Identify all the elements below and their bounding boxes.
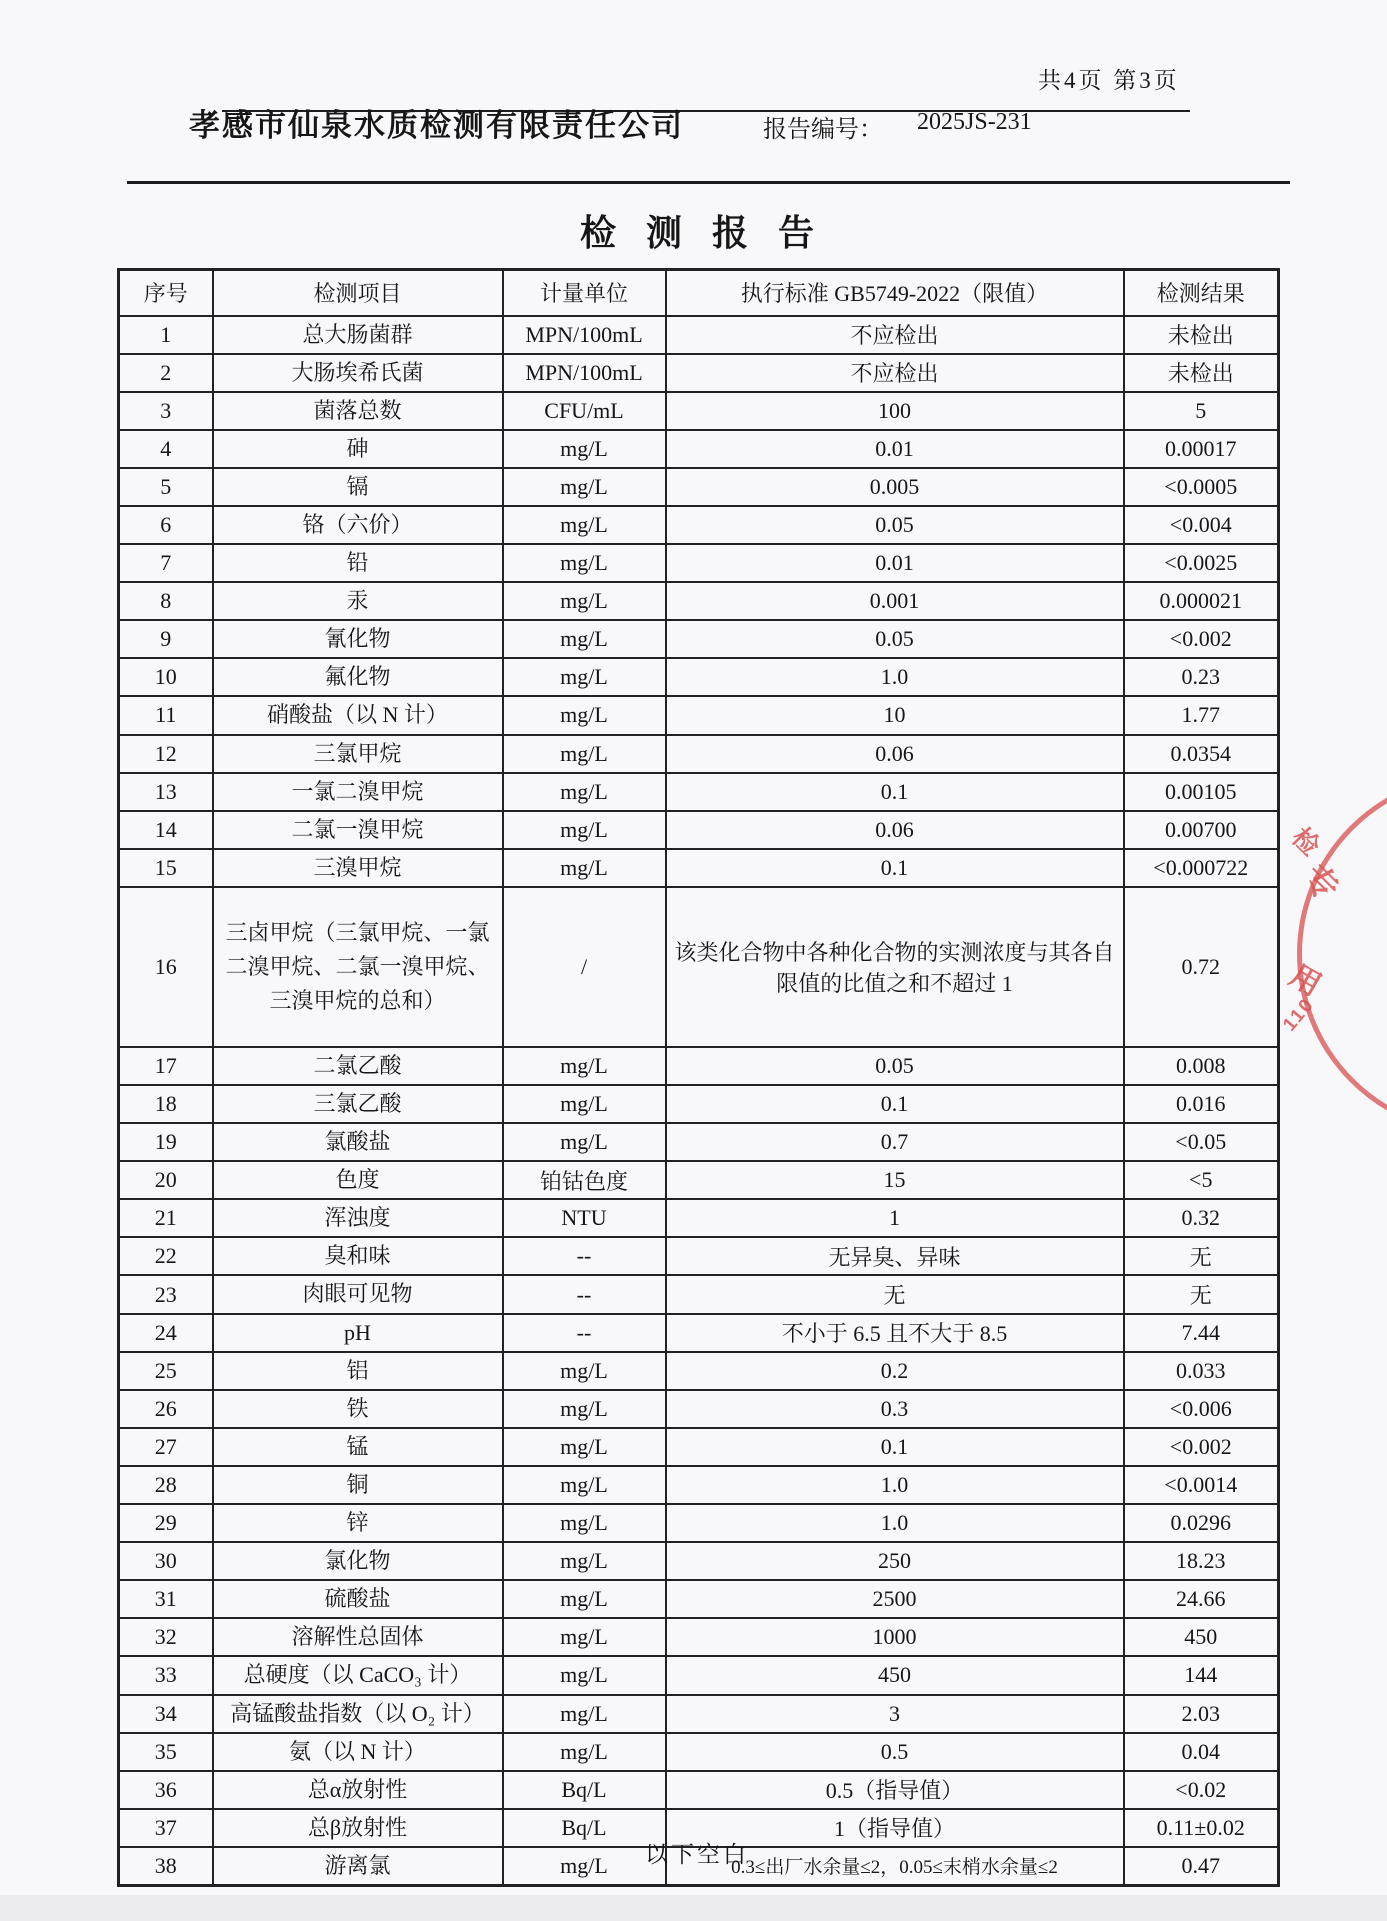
table-header-row [119,270,1279,316]
row-result: 0.033 [1124,1352,1279,1390]
row-no: 6 [119,506,213,544]
table-row [119,354,1279,392]
row-no: 11 [119,696,213,734]
row-limit: 无异臭、异味 [666,1237,1124,1275]
table-row [119,1237,1279,1275]
row-unit: MPN/100mL [503,354,666,392]
document-title: 检测报告 [579,212,844,253]
seal-text-fragment: 检 [1286,821,1326,862]
row-no: 2 [119,354,213,392]
row-item: 高锰酸盐指数（以 O₂ 计） [213,1695,503,1733]
row-result: <0.004 [1124,506,1279,544]
row-unit: -- [503,1237,666,1275]
row-result: 24.66 [1124,1580,1279,1618]
report-number-value: 2025JS-231 [917,109,1032,135]
table-row [119,1047,1279,1085]
row-no: 28 [119,1466,213,1504]
row-item: 肉眼可见物 [213,1275,503,1313]
row-unit: Bq/L [503,1809,666,1847]
table-row [119,887,1279,1047]
row-result: 0.04 [1124,1733,1279,1771]
row-result: 0.000021 [1124,582,1279,620]
row-limit: 2500 [666,1580,1124,1618]
row-limit: 0.1 [666,1085,1124,1123]
row-result: <0.05 [1124,1123,1279,1161]
row-item: 铁 [213,1390,503,1428]
row-unit: NTU [503,1199,666,1237]
row-result: 1.77 [1124,696,1279,734]
row-no: 26 [119,1390,213,1428]
row-no: 3 [119,392,213,430]
col-header-result: 检测结果 [1124,270,1279,316]
row-unit: -- [503,1314,666,1352]
row-limit: 0.005 [666,468,1124,506]
row-no: 14 [119,811,213,849]
row-unit: mg/L [503,1085,666,1123]
row-item: 铬（六价） [213,506,503,544]
row-unit: CFU/mL [503,392,666,430]
row-result: 0.32 [1124,1199,1279,1237]
row-unit: mg/L [503,1847,666,1886]
row-item: pH [213,1314,503,1352]
row-limit: 0.3≤出厂水余量≤2，0.05≤末梢水余量≤2 [666,1847,1124,1886]
row-result: 0.00017 [1124,430,1279,468]
row-no: 31 [119,1580,213,1618]
row-no: 12 [119,735,213,773]
row-item: 铜 [213,1466,503,1504]
row-limit: 该类化合物中各种化合物的实测浓度与其各自限值的比值之和不超过 1 [666,887,1124,1047]
report-number-label: 报告编号： [763,117,883,143]
row-item: 二氯乙酸 [213,1047,503,1085]
row-result: 无 [1124,1275,1279,1313]
row-limit: 0.1 [666,773,1124,811]
table-row [119,849,1279,887]
row-item: 氨（以 N 计） [213,1733,503,1771]
row-limit: 0.06 [666,735,1124,773]
table-row [119,544,1279,582]
table-row [119,1428,1279,1466]
row-no: 29 [119,1504,213,1542]
table-row [119,1542,1279,1580]
row-no: 7 [119,544,213,582]
row-limit: 0.001 [666,582,1124,620]
row-no: 38 [119,1847,213,1886]
row-item: 浑浊度 [213,1199,503,1237]
table-row [119,468,1279,506]
scan-edge-shadow [0,1895,1387,1921]
row-result: <0.0005 [1124,468,1279,506]
row-item: 二氯一溴甲烷 [213,811,503,849]
row-unit: mg/L [503,773,666,811]
table-row [119,1123,1279,1161]
row-unit: mg/L [503,620,666,658]
row-item: 锰 [213,1428,503,1466]
row-unit: MPN/100mL [503,316,666,354]
table-row [119,658,1279,696]
row-no: 23 [119,1275,213,1313]
row-result: 144 [1124,1656,1279,1694]
row-unit: mg/L [503,658,666,696]
row-no: 22 [119,1237,213,1275]
row-unit: mg/L [503,1466,666,1504]
row-result: 0.00700 [1124,811,1279,849]
row-no: 9 [119,620,213,658]
row-unit: mg/L [503,1580,666,1618]
test-results-table [117,268,1280,1887]
row-result: 0.23 [1124,658,1279,696]
row-no: 36 [119,1771,213,1809]
table-row [119,1733,1279,1771]
row-limit: 无 [666,1275,1124,1313]
row-result: <0.002 [1124,1428,1279,1466]
row-result: 0.72 [1124,887,1279,1047]
table-row [119,1618,1279,1656]
row-item: 游离氯 [213,1847,503,1886]
row-limit: 100 [666,392,1124,430]
row-item: 氰化物 [213,620,503,658]
row-item: 总硬度（以 CaCO₃ 计） [213,1656,503,1694]
row-limit: 0.2 [666,1352,1124,1390]
row-result: 未检出 [1124,354,1279,392]
row-item: 镉 [213,468,503,506]
row-limit: 1（指导值） [666,1809,1124,1847]
row-unit: mg/L [503,1542,666,1580]
row-unit: mg/L [503,544,666,582]
row-limit: 不小于 6.5 且不大于 8.5 [666,1314,1124,1352]
table-row [119,316,1279,354]
table-row [119,696,1279,734]
row-item: 铅 [213,544,503,582]
row-limit: 1 [666,1199,1124,1237]
row-result: <0.000722 [1124,849,1279,887]
row-unit: mg/L [503,1428,666,1466]
col-header-limit: 执行标准 GB5749-2022（限值） [666,270,1124,316]
table-row [119,1275,1279,1313]
row-item: 三溴甲烷 [213,849,503,887]
row-result: <0.0014 [1124,1466,1279,1504]
table-row [119,620,1279,658]
row-result: 0.00105 [1124,773,1279,811]
row-result: 2.03 [1124,1695,1279,1733]
row-unit: mg/L [503,430,666,468]
row-limit: 0.05 [666,620,1124,658]
row-no: 8 [119,582,213,620]
row-unit: -- [503,1275,666,1313]
row-limit: 不应检出 [666,316,1124,354]
col-header-no: 序号 [119,270,213,316]
table-row [119,1580,1279,1618]
row-item: 三氯甲烷 [213,735,503,773]
row-limit: 不应检出 [666,354,1124,392]
row-result: <0.002 [1124,620,1279,658]
seal-text-fragment: 用 [1284,959,1327,1003]
header-rule-bottom [127,181,1290,184]
row-no: 16 [119,887,213,1047]
row-item: 砷 [213,430,503,468]
row-no: 21 [119,1199,213,1237]
row-item: 氯酸盐 [213,1123,503,1161]
table-row [119,735,1279,773]
row-limit: 15 [666,1161,1124,1199]
table-row [119,392,1279,430]
row-item: 臭和味 [213,1237,503,1275]
row-no: 24 [119,1314,213,1352]
row-no: 30 [119,1542,213,1580]
row-result: 未检出 [1124,316,1279,354]
page-indicator: 共4页 第3页 [1038,68,1180,93]
table-row [119,1314,1279,1352]
table-row [119,430,1279,468]
row-item: 大肠埃希氏菌 [213,354,503,392]
col-header-unit: 计量单位 [503,270,666,316]
row-result: 0.11±0.02 [1124,1809,1279,1847]
table-row [119,582,1279,620]
table-row [119,773,1279,811]
row-no: 5 [119,468,213,506]
row-result: 5 [1124,392,1279,430]
row-unit: mg/L [503,735,666,773]
row-unit: mg/L [503,849,666,887]
row-no: 1 [119,316,213,354]
row-item: 色度 [213,1161,503,1199]
row-unit: Bq/L [503,1771,666,1809]
seal-text-fragment: 专 [1295,857,1346,909]
row-limit: 10 [666,696,1124,734]
row-result: 0.0296 [1124,1504,1279,1542]
row-item: 总α放射性 [213,1771,503,1809]
table-row [119,1352,1279,1390]
row-item: 三氯乙酸 [213,1085,503,1123]
row-item: 铝 [213,1352,503,1390]
row-limit: 0.1 [666,849,1124,887]
row-unit: mg/L [503,1390,666,1428]
row-limit: 1.0 [666,658,1124,696]
row-no: 37 [119,1809,213,1847]
company-name: 孝感市仙泉水质检测有限责任公司 [189,108,684,143]
table-row [119,1504,1279,1542]
row-limit: 1000 [666,1618,1124,1656]
row-unit: mg/L [503,468,666,506]
row-limit: 0.5（指导值） [666,1771,1124,1809]
table-row [119,1656,1279,1694]
row-no: 19 [119,1123,213,1161]
row-result: 18.23 [1124,1542,1279,1580]
row-unit: mg/L [503,811,666,849]
row-no: 35 [119,1733,213,1771]
row-unit: mg/L [503,1352,666,1390]
row-result: <0.0025 [1124,544,1279,582]
row-result: 450 [1124,1618,1279,1656]
row-unit: / [503,887,666,1047]
row-no: 17 [119,1047,213,1085]
row-result: <0.006 [1124,1390,1279,1428]
row-limit: 0.01 [666,544,1124,582]
row-no: 25 [119,1352,213,1390]
row-unit: mg/L [503,1504,666,1542]
report-number [763,109,1032,144]
row-item: 硝酸盐（以 N 计） [213,696,503,734]
row-unit: mg/L [503,582,666,620]
row-no: 15 [119,849,213,887]
end-of-data-note: 以下空白 [645,1842,749,1867]
row-unit: mg/L [503,1618,666,1656]
table-row [119,1466,1279,1504]
row-no: 32 [119,1618,213,1656]
row-unit: 铂钴色度 [503,1161,666,1199]
row-result: 0.0354 [1124,735,1279,773]
row-result: <0.02 [1124,1771,1279,1809]
row-no: 18 [119,1085,213,1123]
row-result: 7.44 [1124,1314,1279,1352]
row-unit: mg/L [503,1047,666,1085]
row-limit: 0.1 [666,1428,1124,1466]
row-limit: 0.3 [666,1390,1124,1428]
row-limit: 1.0 [666,1466,1124,1504]
row-item: 锌 [213,1504,503,1542]
row-limit: 250 [666,1542,1124,1580]
row-limit: 3 [666,1695,1124,1733]
row-limit: 0.05 [666,1047,1124,1085]
row-item: 菌落总数 [213,392,503,430]
row-item: 氯化物 [213,1542,503,1580]
row-limit: 1.0 [666,1504,1124,1542]
row-item: 汞 [213,582,503,620]
row-limit: 450 [666,1656,1124,1694]
table-row [119,1771,1279,1809]
table-row [119,506,1279,544]
row-unit: mg/L [503,696,666,734]
row-no: 33 [119,1656,213,1694]
row-item: 三卤甲烷（三氯甲烷、一氯二溴甲烷、二氯一溴甲烷、三溴甲烷的总和） [213,887,503,1047]
row-unit: mg/L [503,1656,666,1694]
row-result: 0.008 [1124,1047,1279,1085]
table-row [119,1695,1279,1733]
row-no: 27 [119,1428,213,1466]
row-unit: mg/L [503,1123,666,1161]
row-item: 总大肠菌群 [213,316,503,354]
row-limit: 0.7 [666,1123,1124,1161]
row-no: 4 [119,430,213,468]
row-limit: 0.05 [666,506,1124,544]
row-item: 总β放射性 [213,1809,503,1847]
row-limit: 0.06 [666,811,1124,849]
table-row [119,1161,1279,1199]
row-result: <5 [1124,1161,1279,1199]
row-result: 0.47 [1124,1847,1279,1886]
row-item: 硫酸盐 [213,1580,503,1618]
seal-text-fragment: 110 [1279,993,1319,1036]
table-row [119,1199,1279,1237]
row-unit: mg/L [503,1695,666,1733]
row-no: 13 [119,773,213,811]
row-item: 一氯二溴甲烷 [213,773,503,811]
row-result: 无 [1124,1237,1279,1275]
row-no: 20 [119,1161,213,1199]
col-header-item: 检测项目 [213,270,503,316]
row-unit: mg/L [503,1733,666,1771]
row-item: 溶解性总固体 [213,1618,503,1656]
row-limit: 0.01 [666,430,1124,468]
table-row [119,1390,1279,1428]
table-row [119,1085,1279,1123]
table-row [119,811,1279,849]
row-no: 10 [119,658,213,696]
row-result: 0.016 [1124,1085,1279,1123]
row-item: 氟化物 [213,658,503,696]
row-limit: 0.5 [666,1733,1124,1771]
row-no: 34 [119,1695,213,1733]
row-unit: mg/L [503,506,666,544]
